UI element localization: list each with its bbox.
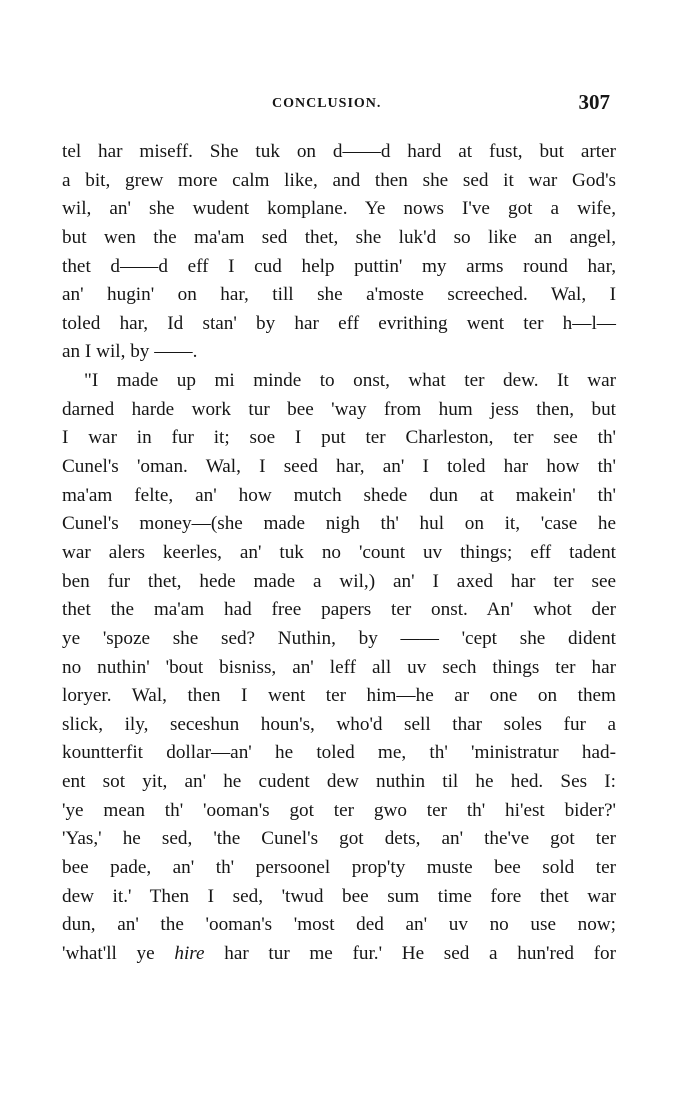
line-part: 'what'll ye xyxy=(62,942,175,964)
text-line: but wen the ma'am sed thet, she luk'd so like an angel, xyxy=(62,226,616,248)
text-line: toled har, Id stan' by har eff evrithing went ter h—l— xyxy=(62,312,616,334)
text-line: slick, ily, seceshun houn's, who'd sell thar soles fur a xyxy=(62,713,616,735)
text-line: tel har miseff. She tuk on d——d hard at fust, but arter xyxy=(62,141,616,162)
italic-word: hire xyxy=(174,942,205,964)
text-line: 'ye mean th' 'ooman's got ter gwo ter th' hi'est bider?' xyxy=(62,799,616,821)
page-header xyxy=(62,90,610,120)
text-line: I war in fur it; soe I put ter Charleston, ter see th' xyxy=(62,427,616,449)
text-line: ye 'spoze she sed? Nuthin, by —— 'cept she dident xyxy=(62,627,616,649)
text-line: kountterfit dollar—an' he toled me, th' 'ministratur had- xyxy=(62,742,616,764)
text-line: dew it.' Then I sed, 'twud bee sum time fore thet war xyxy=(62,885,616,907)
text-line: a bit, grew more calm like, and then she sed it war God's xyxy=(62,169,616,191)
text-line: loryer. Wal, then I went ter him—he ar one on them xyxy=(62,685,616,707)
text-line: war alers keerles, an' tuk no 'count uv things; eff tadent xyxy=(62,541,616,563)
text-line: bee pade, an' th' persoonel prop'ty muste bee sold ter xyxy=(62,857,616,879)
text-line: 'Yas,' he sed, 'the Cunel's got dets, an' the've got ter xyxy=(62,828,616,850)
text-line: ben fur thet, hede made a wil,) an' I axed har ter see xyxy=(62,570,616,592)
text-line: an I wil, by ——. xyxy=(62,341,198,363)
text-line: ma'am felte, an' how mutch shede dun at makein' th' xyxy=(62,484,616,506)
body-text xyxy=(62,138,616,969)
text-line: dun, an' the 'ooman's 'most ded an' uv no use now; xyxy=(62,914,616,936)
text-line: an' hugin' on har, till she a'moste screeched. Wal, I xyxy=(62,284,616,306)
text-line: thet the ma'am had free papers ter onst. An' whot der xyxy=(62,599,616,621)
text-line: darned harde work tur bee 'way from hum jess then, but xyxy=(62,398,616,420)
text-line-with-italic xyxy=(62,940,616,969)
page-number: 307 xyxy=(578,90,610,114)
text-line: wil, an' she wudent komplane. Ye nows I've got a wife, xyxy=(62,198,616,220)
running-head: CONCLUSION. xyxy=(272,96,382,111)
text-line: thet d——d eff I cud help puttin' my arms round har, xyxy=(62,255,616,277)
text-line: no nuthin' 'bout bisniss, an' leff all uv sech things ter har xyxy=(62,656,616,678)
text-line: Cunel's 'oman. Wal, I seed har, an' I toled har how th' xyxy=(62,456,616,478)
text-line: Cunel's money—(she made nigh th' hul on it, 'case he xyxy=(62,513,616,535)
text-line: ent sot yit, an' he cudent dew nuthin til he hed. Ses I: xyxy=(62,771,616,793)
text-line: "I made up mi minde to onst, what ter dew. It war xyxy=(84,370,616,392)
line-part: har tur me fur.' He sed a hun'red for xyxy=(204,942,617,964)
